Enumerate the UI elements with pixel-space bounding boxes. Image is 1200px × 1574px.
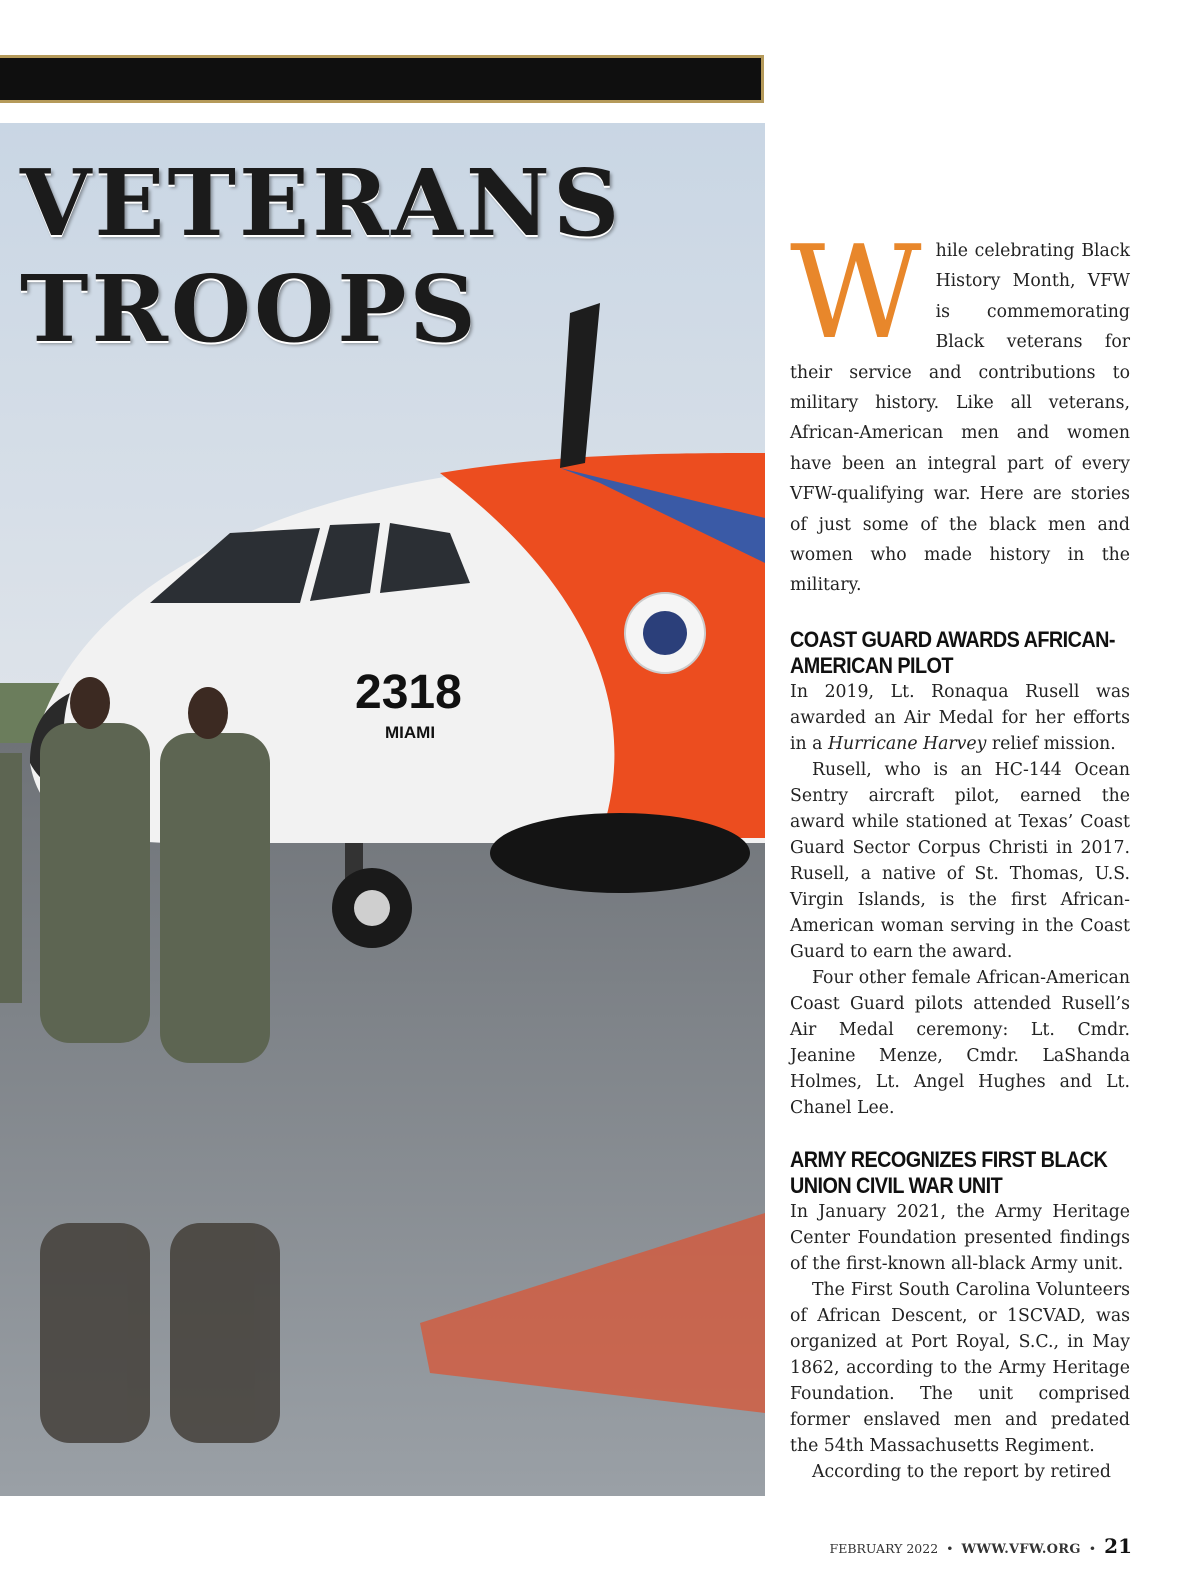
text-run: relief mission.: [986, 733, 1116, 754]
separator: •: [1088, 1541, 1097, 1556]
paragraph: Rusell, who is an HC-144 Ocean Sentry aircraft pilot, earned the award while stationed at Texas’ Coast Guard Sector Corpus Christi in 2017. Rusell, a native of St. Thomas, U.S. Virgin Islands, is the first African-American woman serving in the Coast Guard to earn the award.: [790, 759, 1130, 962]
drop-cap: W: [790, 219, 922, 368]
section-heading: ARMY RECOGNIZES FIRST BLACK UNION CIVIL WAR UNIT: [790, 1146, 1108, 1198]
header-bar: [0, 55, 764, 103]
section-coast-guard: [790, 627, 1130, 1121]
section-army: [790, 1147, 1130, 1485]
issue-date: FEBRUARY 2022: [829, 1541, 939, 1556]
paragraph: In January 2021, the Army Heritage Center Foundation presented findings of the first-known all-black Army unit.: [790, 1201, 1130, 1274]
paragraph: [790, 679, 1130, 757]
article-column: [790, 219, 1130, 1485]
headline-line-1: VETERANS: [20, 149, 623, 257]
intro-text: hile celebrating Black History Month, VFW is commemorating Black veterans for their service and contributions to military history. Like all veterans, African-American men and women have been an integral part of every VFW-qualifying war. Here are stories of just some of the black men and women who made history in the military.: [790, 241, 1130, 596]
paragraph: The First South Carolina Volunteers of African Descent, or 1SCVAD, was organized at Port Royal, S.C., in May 1862, according to the Army Heritage Foundation. The unit comprised former enslaved men and predated the 54th Massachusetts Regiment.: [790, 1279, 1130, 1456]
aircraft-name: MIAMI: [385, 723, 436, 742]
page-footer: [830, 1534, 1132, 1558]
section-heading: COAST GUARD AWARDS AFRICAN-AMERICAN PILOT: [790, 626, 1115, 678]
page-headline: [20, 150, 622, 362]
italic-text: Hurricane Harvey: [827, 733, 987, 754]
intro-paragraph: [790, 219, 1130, 601]
text-run: In 2019, Lt. Ronaqua Rusell was awarded an Air Medal for her efforts in a: [790, 681, 1130, 754]
page-number: 21: [1104, 1534, 1132, 1558]
paragraph: According to the report by retired: [812, 1461, 1111, 1482]
aircraft-number: 2318: [355, 666, 462, 719]
separator: •: [946, 1541, 954, 1556]
paragraph: Four other female African-American Coast Guard pilots attended Rusell’s Air Medal ceremony: Lt. Cmdr. Jeanine Menze, Cmdr. LaShanda Holmes, Lt. Angel Hughes and Lt. Chanel Lee.: [790, 967, 1130, 1118]
website-url: WWW.VFW.ORG: [961, 1542, 1081, 1557]
headline-line-2: TROOPS: [20, 255, 479, 363]
